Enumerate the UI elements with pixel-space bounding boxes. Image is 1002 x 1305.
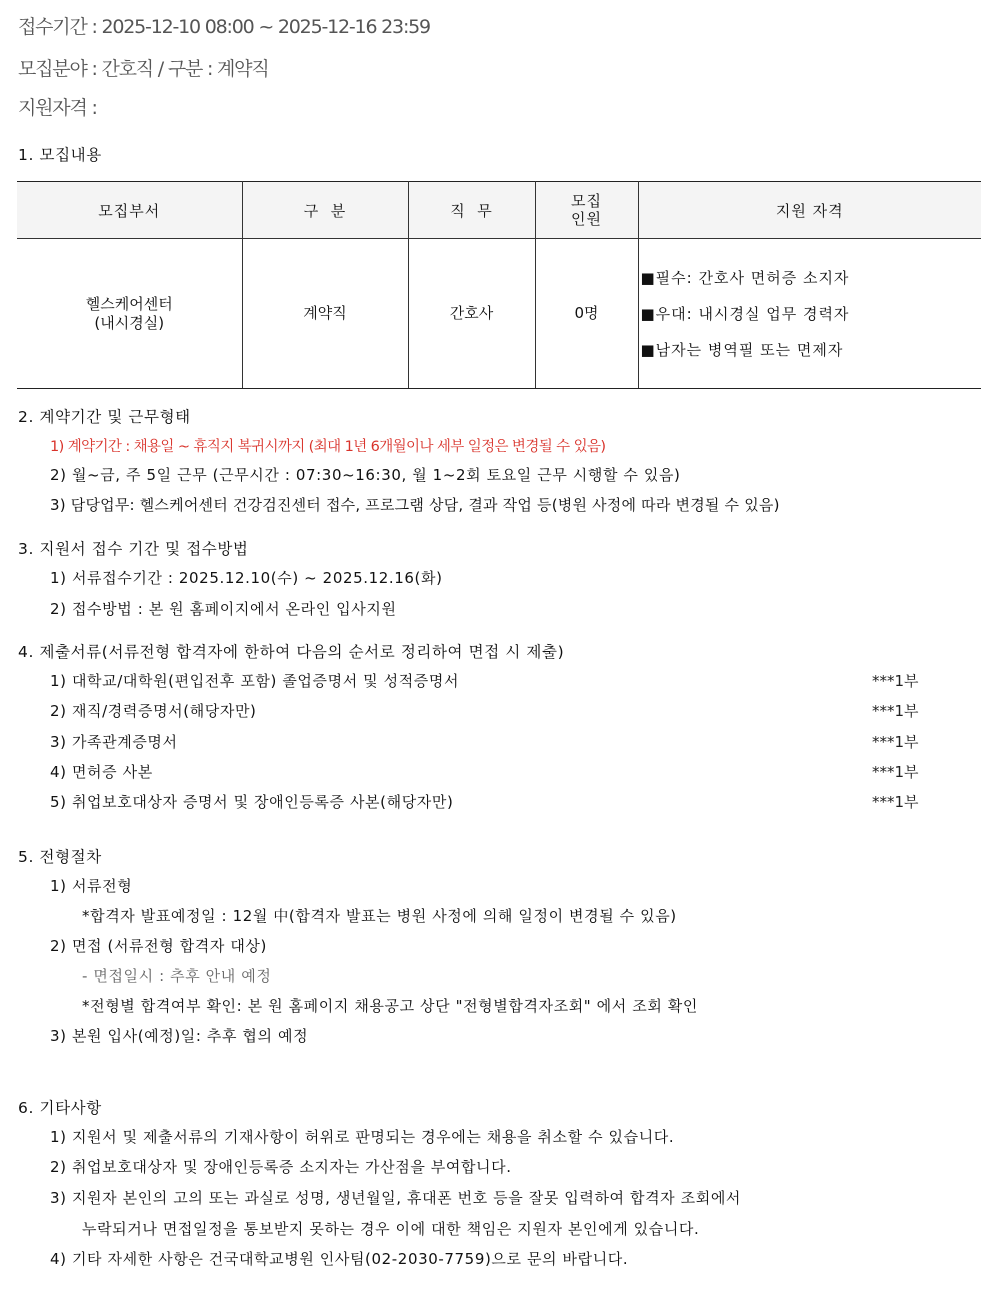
document-item: 2) 재직/경력증명서(해당자만) (50, 702, 257, 720)
misc-item: 1) 지원서 및 제출서류의 기재사항이 허위로 판명되는 경우에는 채용을 취소할 수 있습니다. (50, 1128, 675, 1146)
section-6-title: 6. 기타사항 (18, 1099, 102, 1117)
interview-date-note: - 면접일시 : 추후 안내 예정 (82, 967, 272, 985)
section-1-title: 1. 모집내용 (18, 146, 102, 164)
document-item: 1) 대학교/대학원(편입전후 포함) 졸업증명서 및 성적증명서 (50, 672, 460, 690)
document-count: ***1부 (872, 793, 919, 811)
join-date-item: 3) 본원 입사(예정)일: 추후 협의 예정 (50, 1027, 309, 1045)
recruit-field: 모집분야 : 간호직 / 구분 : 계약직 (18, 58, 269, 80)
table-header-row (17, 182, 981, 239)
header-dept: 모집부서 (17, 182, 242, 239)
application-period-item: 1) 서류접수기간 : 2025.12.10(수) ~ 2025.12.16(화) (50, 569, 443, 587)
document-item: 5) 취업보호대상자 증명서 및 장애인등록증 사본(해당자만) (50, 793, 454, 811)
section-4-title: 4. 제출서류(서류전형 합격자에 한하여 다음의 순서로 정리하여 면접 시 제출) (18, 643, 565, 661)
application-method-item: 2) 접수방법 : 본 원 홈페이지에서 온라인 입사지원 (50, 600, 397, 618)
cell-dept-line2: (내시경실) (94, 313, 165, 332)
misc-item: 2) 취업보호대상자 및 장애인등록증 소지자는 가산점을 부여합니다. (50, 1158, 512, 1176)
interview-item: 2) 면접 (서류전형 합격자 대상) (50, 937, 267, 955)
duties-item: 3) 담당업무: 헬스케어센터 건강검진센터 접수, 프로그램 상담, 결과 작업 등(병원 사정에 따라 변경될 수 있음) (50, 496, 780, 514)
recruit-table (17, 181, 981, 389)
document-count: ***1부 (872, 763, 919, 781)
cell-qual (638, 239, 981, 389)
cell-dept (17, 239, 242, 389)
section-5-title: 5. 전형절차 (18, 848, 102, 866)
cell-type: 계약직 (242, 239, 408, 389)
document-item: 4) 면허증 사본 (50, 763, 153, 781)
qualification-label: 지원자격 : (18, 97, 97, 119)
document-count: ***1부 (872, 733, 919, 751)
cell-job: 간호사 (408, 239, 535, 389)
work-hours-item: 2) 월~금, 주 5일 근무 (근무시간 : 07:30~16:30, 월 1~2회 토요일 근무 시행할 수 있음) (50, 466, 681, 484)
document-count: ***1부 (872, 672, 919, 690)
misc-item-continued: 누락되거나 면접일정을 통보받지 못하는 경우 이에 대한 책임은 지원자 본인에게 있습니다. (82, 1220, 700, 1238)
section-2-title: 2. 계약기간 및 근무형태 (18, 408, 191, 426)
header-count-line2: 인원 (571, 210, 602, 228)
header-type: 구 분 (242, 182, 408, 239)
announcement-note: *합격자 발표예정일 : 12월 中(합격자 발표는 병원 사정에 의해 일정이 변경될 수 있음) (82, 907, 677, 925)
misc-item: 4) 기타 자세한 사항은 건국대학교병원 인사팀(02-2030-7759)으로 문의 바랍니다. (50, 1250, 629, 1268)
qual-preferred: ■우대: 내시경실 업무 경력자 (640, 304, 850, 323)
header-qual: 지원 자격 (638, 182, 981, 239)
table-row (17, 239, 981, 389)
screening-document-item: 1) 서류전형 (50, 877, 133, 895)
cell-count: 0명 (535, 239, 638, 389)
cell-dept-line1: 헬스케어센터 (85, 294, 173, 313)
header-job: 직 무 (408, 182, 535, 239)
document-item: 3) 가족관계증명서 (50, 733, 178, 751)
header-count (535, 182, 638, 239)
contract-period-item: 1) 계약기간 : 채용일 ~ 휴직지 복귀시까지 (최대 1년 6개월이나 세부 일정은 변경될 수 있음) (50, 439, 606, 455)
section-3-title: 3. 지원서 접수 기간 및 접수방법 (18, 540, 249, 558)
document-count: ***1부 (872, 702, 919, 720)
result-check-note: *전형별 합격여부 확인: 본 원 홈페이지 채용공고 상단 "전형별합격자조회" 에서 조회 확인 (82, 997, 698, 1015)
qual-required: ■필수: 간호사 면허증 소지자 (640, 268, 850, 287)
application-period: 접수기간 : 2025-12-10 08:00 ~ 2025-12-16 23:59 (18, 16, 430, 38)
header-count-line1: 모집 (571, 192, 602, 210)
qual-military: ■남자는 병역필 또는 면제자 (640, 340, 844, 359)
misc-item: 3) 지원자 본인의 고의 또는 과실로 성명, 생년월일, 휴대폰 번호 등을 잘못 입력하여 합격자 조회에서 (50, 1189, 741, 1207)
